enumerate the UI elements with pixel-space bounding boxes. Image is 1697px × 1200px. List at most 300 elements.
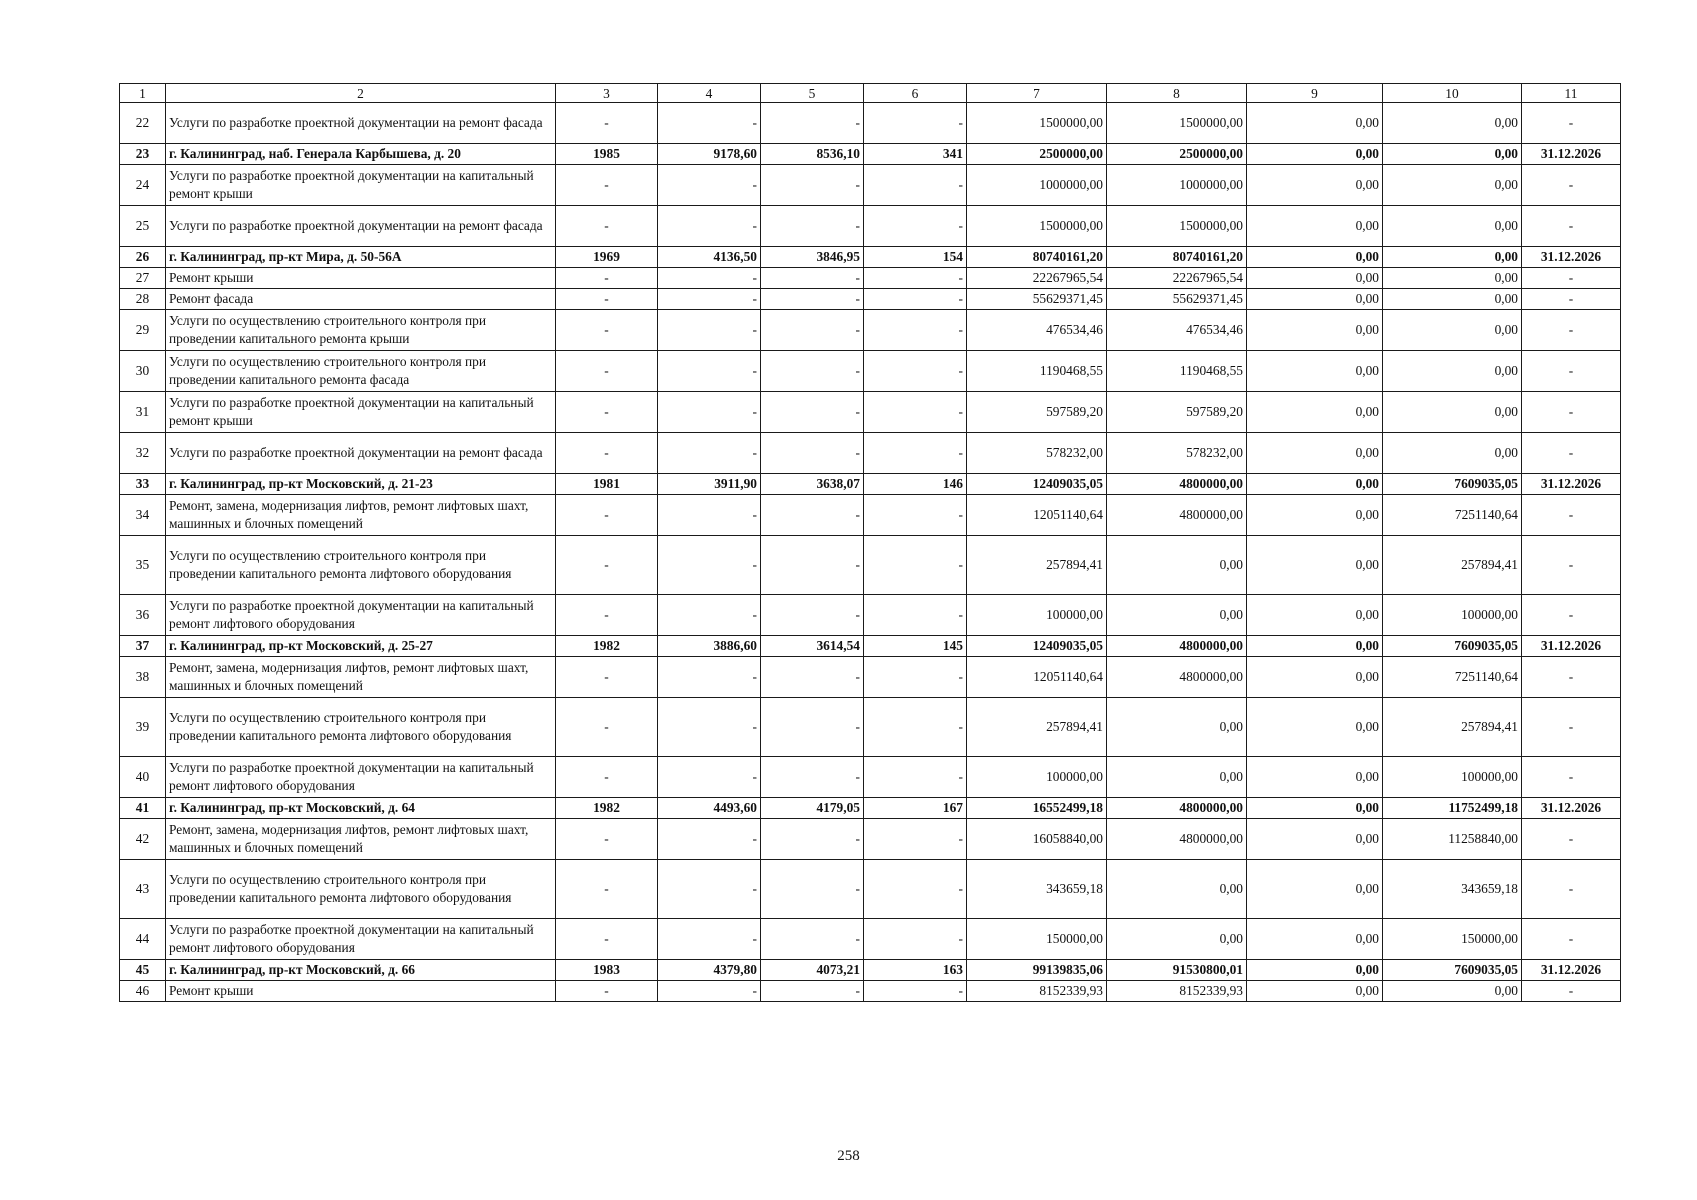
col-year-cell: -	[556, 698, 658, 757]
col-deadline-cell: -	[1522, 351, 1621, 392]
col-deadline-cell: -	[1522, 103, 1621, 144]
col-deadline-cell: 31.12.2026	[1522, 247, 1621, 268]
col-year-cell: -	[556, 919, 658, 960]
col-row-number-cell: 30	[120, 351, 166, 392]
col-fund-cost-cell: 4800000,00	[1107, 798, 1247, 819]
col-col9-cell: 0,00	[1247, 636, 1383, 657]
col-total-area-cell: -	[658, 103, 761, 144]
col-col9-cell: 0,00	[1247, 144, 1383, 165]
col-living-area-cell: -	[761, 310, 864, 351]
col-year-cell: 1985	[556, 144, 658, 165]
col-year-cell: -	[556, 103, 658, 144]
col-col10-cell: 0,00	[1383, 981, 1522, 1002]
col-col9-cell: 0,00	[1247, 310, 1383, 351]
col-fund-cost-cell: 597589,20	[1107, 392, 1247, 433]
col-year-cell: 1982	[556, 798, 658, 819]
header-cell-11: 11	[1522, 84, 1621, 103]
col-col10-cell: 0,00	[1383, 289, 1522, 310]
col-total-cost-cell: 100000,00	[967, 595, 1107, 636]
col-year-cell: -	[556, 206, 658, 247]
col-col10-cell: 7609035,05	[1383, 474, 1522, 495]
col-total-cost-cell: 100000,00	[967, 757, 1107, 798]
col-total-area-cell: -	[658, 165, 761, 206]
col-col9-cell: 0,00	[1247, 247, 1383, 268]
work-item-row	[120, 206, 1621, 247]
col-total-cost-cell: 55629371,45	[967, 289, 1107, 310]
col-col9-cell: 0,00	[1247, 657, 1383, 698]
col-row-number-cell: 29	[120, 310, 166, 351]
address-row	[120, 960, 1621, 981]
col-living-area-cell: -	[761, 698, 864, 757]
col-col9-cell: 0,00	[1247, 165, 1383, 206]
col-col9-cell: 0,00	[1247, 698, 1383, 757]
col-deadline-cell: 31.12.2026	[1522, 144, 1621, 165]
work-item-row	[120, 657, 1621, 698]
col-name-cell: Услуги по разработке проектной документации на ремонт фасада	[166, 103, 556, 144]
col-row-number-cell: 36	[120, 595, 166, 636]
col-total-cost-cell: 12051140,64	[967, 495, 1107, 536]
col-col9-cell: 0,00	[1247, 351, 1383, 392]
col-col10-cell: 0,00	[1383, 247, 1522, 268]
col-name-cell: Услуги по осуществлению строительного контроля при проведении капитального ремонта фасада	[166, 351, 556, 392]
col-deadline-cell: -	[1522, 310, 1621, 351]
col-row-number-cell: 35	[120, 536, 166, 595]
col-deadline-cell: -	[1522, 536, 1621, 595]
col-col10-cell: 0,00	[1383, 144, 1522, 165]
col-year-cell: 1981	[556, 474, 658, 495]
col-fund-cost-cell: 578232,00	[1107, 433, 1247, 474]
col-deadline-cell: 31.12.2026	[1522, 960, 1621, 981]
col-residents-cell: -	[864, 351, 967, 392]
col-name-cell: г. Калининград, пр-кт Мира, д. 50-56А	[166, 247, 556, 268]
col-residents-cell: -	[864, 536, 967, 595]
col-row-number-cell: 42	[120, 819, 166, 860]
col-name-cell: Услуги по разработке проектной документации на ремонт фасада	[166, 206, 556, 247]
col-row-number-cell: 23	[120, 144, 166, 165]
col-fund-cost-cell: 476534,46	[1107, 310, 1247, 351]
col-residents-cell: -	[864, 289, 967, 310]
header-cell-5: 5	[761, 84, 864, 103]
col-deadline-cell: -	[1522, 919, 1621, 960]
col-total-area-cell: -	[658, 206, 761, 247]
col-total-area-cell: 9178,60	[658, 144, 761, 165]
col-residents-cell: -	[864, 698, 967, 757]
col-total-cost-cell: 1500000,00	[967, 103, 1107, 144]
col-name-cell: Ремонт фасада	[166, 289, 556, 310]
work-item-row	[120, 819, 1621, 860]
col-name-cell: Услуги по разработке проектной документации на ремонт фасада	[166, 433, 556, 474]
col-deadline-cell: -	[1522, 165, 1621, 206]
col-total-area-cell: -	[658, 860, 761, 919]
work-item-row	[120, 289, 1621, 310]
work-item-row	[120, 757, 1621, 798]
col-col9-cell: 0,00	[1247, 392, 1383, 433]
col-row-number-cell: 24	[120, 165, 166, 206]
col-living-area-cell: -	[761, 165, 864, 206]
col-living-area-cell: 8536,10	[761, 144, 864, 165]
col-living-area-cell: 3638,07	[761, 474, 864, 495]
col-name-cell: Услуги по осуществлению строительного контроля при проведении капитального ремонта лифтового оборудования	[166, 698, 556, 757]
col-col10-cell: 7251140,64	[1383, 495, 1522, 536]
col-residents-cell: -	[864, 657, 967, 698]
col-row-number-cell: 33	[120, 474, 166, 495]
col-year-cell: -	[556, 657, 658, 698]
col-name-cell: Услуги по разработке проектной документации на капитальный ремонт лифтового оборудования	[166, 919, 556, 960]
col-total-cost-cell: 257894,41	[967, 536, 1107, 595]
col-total-area-cell: -	[658, 819, 761, 860]
col-residents-cell: 146	[864, 474, 967, 495]
col-year-cell: -	[556, 392, 658, 433]
work-item-row	[120, 433, 1621, 474]
col-year-cell: -	[556, 819, 658, 860]
col-col10-cell: 257894,41	[1383, 536, 1522, 595]
col-name-cell: Ремонт крыши	[166, 981, 556, 1002]
col-col10-cell: 7609035,05	[1383, 960, 1522, 981]
col-residents-cell: -	[864, 495, 967, 536]
col-col9-cell: 0,00	[1247, 919, 1383, 960]
col-total-cost-cell: 257894,41	[967, 698, 1107, 757]
col-col9-cell: 0,00	[1247, 495, 1383, 536]
col-living-area-cell: -	[761, 819, 864, 860]
col-col10-cell: 11258840,00	[1383, 819, 1522, 860]
col-col10-cell: 100000,00	[1383, 757, 1522, 798]
col-total-area-cell: 3886,60	[658, 636, 761, 657]
col-residents-cell: -	[864, 310, 967, 351]
col-residents-cell: -	[864, 595, 967, 636]
work-item-row	[120, 536, 1621, 595]
col-col9-cell: 0,00	[1247, 798, 1383, 819]
col-total-cost-cell: 80740161,20	[967, 247, 1107, 268]
col-col10-cell: 343659,18	[1383, 860, 1522, 919]
col-row-number-cell: 38	[120, 657, 166, 698]
col-row-number-cell: 40	[120, 757, 166, 798]
col-name-cell: Услуги по разработке проектной документации на капитальный ремонт лифтового оборудования	[166, 757, 556, 798]
col-year-cell: -	[556, 595, 658, 636]
col-col9-cell: 0,00	[1247, 103, 1383, 144]
col-year-cell: 1983	[556, 960, 658, 981]
col-total-area-cell: -	[658, 433, 761, 474]
work-item-row	[120, 981, 1621, 1002]
work-item-row	[120, 595, 1621, 636]
col-row-number-cell: 27	[120, 268, 166, 289]
work-item-row	[120, 392, 1621, 433]
col-year-cell: -	[556, 860, 658, 919]
header-cell-9: 9	[1247, 84, 1383, 103]
col-col10-cell: 0,00	[1383, 165, 1522, 206]
col-name-cell: Услуги по осуществлению строительного контроля при проведении капитального ремонта лифтового оборудования	[166, 536, 556, 595]
col-total-area-cell: -	[658, 757, 761, 798]
col-living-area-cell: 3614,54	[761, 636, 864, 657]
col-total-area-cell: -	[658, 268, 761, 289]
col-year-cell: -	[556, 165, 658, 206]
col-fund-cost-cell: 4800000,00	[1107, 474, 1247, 495]
col-total-cost-cell: 99139835,06	[967, 960, 1107, 981]
col-total-area-cell: -	[658, 698, 761, 757]
work-item-row	[120, 698, 1621, 757]
col-fund-cost-cell: 4800000,00	[1107, 657, 1247, 698]
col-fund-cost-cell: 91530800,01	[1107, 960, 1247, 981]
col-total-cost-cell: 1500000,00	[967, 206, 1107, 247]
col-living-area-cell: -	[761, 289, 864, 310]
col-col10-cell: 0,00	[1383, 351, 1522, 392]
header-cell-4: 4	[658, 84, 761, 103]
col-total-cost-cell: 476534,46	[967, 310, 1107, 351]
col-year-cell: -	[556, 757, 658, 798]
col-fund-cost-cell: 0,00	[1107, 595, 1247, 636]
col-deadline-cell: 31.12.2026	[1522, 636, 1621, 657]
col-deadline-cell: -	[1522, 757, 1621, 798]
address-row	[120, 474, 1621, 495]
col-col9-cell: 0,00	[1247, 960, 1383, 981]
col-deadline-cell: -	[1522, 657, 1621, 698]
col-deadline-cell: 31.12.2026	[1522, 798, 1621, 819]
col-col10-cell: 0,00	[1383, 310, 1522, 351]
col-name-cell: г. Калининград, пр-кт Московский, д. 25-27	[166, 636, 556, 657]
col-living-area-cell: -	[761, 919, 864, 960]
col-col10-cell: 7251140,64	[1383, 657, 1522, 698]
col-col10-cell: 11752499,18	[1383, 798, 1522, 819]
col-row-number-cell: 22	[120, 103, 166, 144]
col-residents-cell: 163	[864, 960, 967, 981]
col-row-number-cell: 46	[120, 981, 166, 1002]
col-name-cell: Услуги по разработке проектной документации на капитальный ремонт крыши	[166, 392, 556, 433]
col-year-cell: 1969	[556, 247, 658, 268]
col-total-cost-cell: 597589,20	[967, 392, 1107, 433]
col-col9-cell: 0,00	[1247, 289, 1383, 310]
col-col10-cell: 0,00	[1383, 392, 1522, 433]
work-item-row	[120, 351, 1621, 392]
col-row-number-cell: 34	[120, 495, 166, 536]
col-total-cost-cell: 12409035,05	[967, 636, 1107, 657]
col-deadline-cell: -	[1522, 433, 1621, 474]
col-row-number-cell: 43	[120, 860, 166, 919]
col-residents-cell: -	[864, 433, 967, 474]
col-residents-cell: -	[864, 819, 967, 860]
col-fund-cost-cell: 0,00	[1107, 536, 1247, 595]
table-header-row	[120, 84, 1621, 103]
col-total-cost-cell: 22267965,54	[967, 268, 1107, 289]
col-row-number-cell: 28	[120, 289, 166, 310]
col-fund-cost-cell: 1000000,00	[1107, 165, 1247, 206]
col-name-cell: Услуги по осуществлению строительного контроля при проведении капитального ремонта лифтового оборудования	[166, 860, 556, 919]
col-col10-cell: 150000,00	[1383, 919, 1522, 960]
col-name-cell: Ремонт крыши	[166, 268, 556, 289]
col-total-cost-cell: 2500000,00	[967, 144, 1107, 165]
col-total-area-cell: -	[658, 289, 761, 310]
page-number: 258	[837, 1148, 860, 1164]
address-row	[120, 636, 1621, 657]
col-row-number-cell: 45	[120, 960, 166, 981]
col-residents-cell: 167	[864, 798, 967, 819]
col-total-cost-cell: 12409035,05	[967, 474, 1107, 495]
col-living-area-cell: -	[761, 536, 864, 595]
col-col9-cell: 0,00	[1247, 268, 1383, 289]
col-total-area-cell: -	[658, 657, 761, 698]
col-deadline-cell: -	[1522, 981, 1621, 1002]
col-deadline-cell: 31.12.2026	[1522, 474, 1621, 495]
col-residents-cell: 145	[864, 636, 967, 657]
col-total-area-cell: -	[658, 919, 761, 960]
work-item-row	[120, 165, 1621, 206]
header-cell-10: 10	[1383, 84, 1522, 103]
col-total-area-cell: 4379,80	[658, 960, 761, 981]
col-fund-cost-cell: 4800000,00	[1107, 636, 1247, 657]
col-living-area-cell: -	[761, 757, 864, 798]
col-total-cost-cell: 578232,00	[967, 433, 1107, 474]
col-total-cost-cell: 16552499,18	[967, 798, 1107, 819]
col-total-area-cell: -	[658, 310, 761, 351]
col-residents-cell: -	[864, 757, 967, 798]
col-total-area-cell: -	[658, 351, 761, 392]
col-fund-cost-cell: 4800000,00	[1107, 819, 1247, 860]
col-residents-cell: -	[864, 165, 967, 206]
col-living-area-cell: -	[761, 657, 864, 698]
col-total-area-cell: -	[658, 536, 761, 595]
col-col9-cell: 0,00	[1247, 206, 1383, 247]
col-total-cost-cell: 1000000,00	[967, 165, 1107, 206]
address-row	[120, 144, 1621, 165]
col-row-number-cell: 26	[120, 247, 166, 268]
repair-program-table	[119, 83, 1621, 1002]
col-total-area-cell: 4136,50	[658, 247, 761, 268]
col-year-cell: 1982	[556, 636, 658, 657]
col-total-cost-cell: 150000,00	[967, 919, 1107, 960]
col-total-area-cell: -	[658, 495, 761, 536]
header-cell-1: 1	[120, 84, 166, 103]
col-living-area-cell: -	[761, 268, 864, 289]
col-deadline-cell: -	[1522, 392, 1621, 433]
col-year-cell: -	[556, 433, 658, 474]
col-residents-cell: -	[864, 860, 967, 919]
col-name-cell: Услуги по разработке проектной документации на капитальный ремонт лифтового оборудования	[166, 595, 556, 636]
col-total-area-cell: -	[658, 981, 761, 1002]
col-year-cell: -	[556, 351, 658, 392]
work-item-row	[120, 495, 1621, 536]
col-living-area-cell: 3846,95	[761, 247, 864, 268]
col-total-cost-cell: 1190468,55	[967, 351, 1107, 392]
col-fund-cost-cell: 8152339,93	[1107, 981, 1247, 1002]
col-col9-cell: 0,00	[1247, 536, 1383, 595]
col-residents-cell: 154	[864, 247, 967, 268]
col-col9-cell: 0,00	[1247, 819, 1383, 860]
col-living-area-cell: -	[761, 860, 864, 919]
col-deadline-cell: -	[1522, 819, 1621, 860]
col-col9-cell: 0,00	[1247, 981, 1383, 1002]
col-col9-cell: 0,00	[1247, 595, 1383, 636]
col-fund-cost-cell: 55629371,45	[1107, 289, 1247, 310]
col-name-cell: г. Калининград, пр-кт Московский, д. 21-23	[166, 474, 556, 495]
col-fund-cost-cell: 1500000,00	[1107, 206, 1247, 247]
col-fund-cost-cell: 80740161,20	[1107, 247, 1247, 268]
col-year-cell: -	[556, 310, 658, 351]
col-living-area-cell: -	[761, 595, 864, 636]
col-name-cell: г. Калининград, пр-кт Московский, д. 66	[166, 960, 556, 981]
col-fund-cost-cell: 0,00	[1107, 698, 1247, 757]
col-living-area-cell: -	[761, 103, 864, 144]
col-name-cell: г. Калининград, пр-кт Московский, д. 64	[166, 798, 556, 819]
col-fund-cost-cell: 2500000,00	[1107, 144, 1247, 165]
col-deadline-cell: -	[1522, 206, 1621, 247]
col-total-cost-cell: 8152339,93	[967, 981, 1107, 1002]
col-name-cell: Ремонт, замена, модернизация лифтов, ремонт лифтовых шахт, машинных и блочных помещений	[166, 819, 556, 860]
col-name-cell: Услуги по разработке проектной документации на капитальный ремонт крыши	[166, 165, 556, 206]
col-col10-cell: 7609035,05	[1383, 636, 1522, 657]
col-col9-cell: 0,00	[1247, 860, 1383, 919]
col-name-cell: г. Калининград, наб. Генерала Карбышева, д. 20	[166, 144, 556, 165]
work-item-row	[120, 268, 1621, 289]
col-living-area-cell: -	[761, 433, 864, 474]
col-living-area-cell: -	[761, 351, 864, 392]
col-residents-cell: -	[864, 981, 967, 1002]
col-deadline-cell: -	[1522, 860, 1621, 919]
col-residents-cell: -	[864, 103, 967, 144]
address-row	[120, 798, 1621, 819]
col-fund-cost-cell: 1190468,55	[1107, 351, 1247, 392]
header-cell-2: 2	[166, 84, 556, 103]
col-row-number-cell: 25	[120, 206, 166, 247]
col-residents-cell: -	[864, 392, 967, 433]
col-residents-cell: -	[864, 206, 967, 247]
col-col9-cell: 0,00	[1247, 757, 1383, 798]
col-deadline-cell: -	[1522, 698, 1621, 757]
col-row-number-cell: 32	[120, 433, 166, 474]
col-year-cell: -	[556, 495, 658, 536]
col-year-cell: -	[556, 981, 658, 1002]
col-total-area-cell: 4493,60	[658, 798, 761, 819]
col-name-cell: Услуги по осуществлению строительного контроля при проведении капитального ремонта крыши	[166, 310, 556, 351]
col-fund-cost-cell: 22267965,54	[1107, 268, 1247, 289]
col-row-number-cell: 41	[120, 798, 166, 819]
col-residents-cell: -	[864, 268, 967, 289]
col-living-area-cell: -	[761, 495, 864, 536]
address-row	[120, 247, 1621, 268]
col-deadline-cell: -	[1522, 268, 1621, 289]
col-col10-cell: 0,00	[1383, 433, 1522, 474]
col-row-number-cell: 44	[120, 919, 166, 960]
col-living-area-cell: -	[761, 206, 864, 247]
header-cell-7: 7	[967, 84, 1107, 103]
col-name-cell: Ремонт, замена, модернизация лифтов, ремонт лифтовых шахт, машинных и блочных помещений	[166, 657, 556, 698]
col-fund-cost-cell: 1500000,00	[1107, 103, 1247, 144]
col-col9-cell: 0,00	[1247, 433, 1383, 474]
col-living-area-cell: 4179,05	[761, 798, 864, 819]
col-residents-cell: 341	[864, 144, 967, 165]
col-fund-cost-cell: 4800000,00	[1107, 495, 1247, 536]
col-col9-cell: 0,00	[1247, 474, 1383, 495]
col-col10-cell: 0,00	[1383, 103, 1522, 144]
col-col10-cell: 0,00	[1383, 268, 1522, 289]
col-fund-cost-cell: 0,00	[1107, 757, 1247, 798]
col-fund-cost-cell: 0,00	[1107, 919, 1247, 960]
col-living-area-cell: 4073,21	[761, 960, 864, 981]
col-year-cell: -	[556, 268, 658, 289]
col-col10-cell: 100000,00	[1383, 595, 1522, 636]
col-total-area-cell: 3911,90	[658, 474, 761, 495]
col-row-number-cell: 39	[120, 698, 166, 757]
col-year-cell: -	[556, 536, 658, 595]
header-cell-6: 6	[864, 84, 967, 103]
col-total-cost-cell: 12051140,64	[967, 657, 1107, 698]
col-total-area-cell: -	[658, 392, 761, 433]
col-living-area-cell: -	[761, 981, 864, 1002]
col-col10-cell: 257894,41	[1383, 698, 1522, 757]
col-fund-cost-cell: 0,00	[1107, 860, 1247, 919]
col-residents-cell: -	[864, 919, 967, 960]
col-year-cell: -	[556, 289, 658, 310]
work-item-row	[120, 310, 1621, 351]
header-cell-8: 8	[1107, 84, 1247, 103]
col-living-area-cell: -	[761, 392, 864, 433]
